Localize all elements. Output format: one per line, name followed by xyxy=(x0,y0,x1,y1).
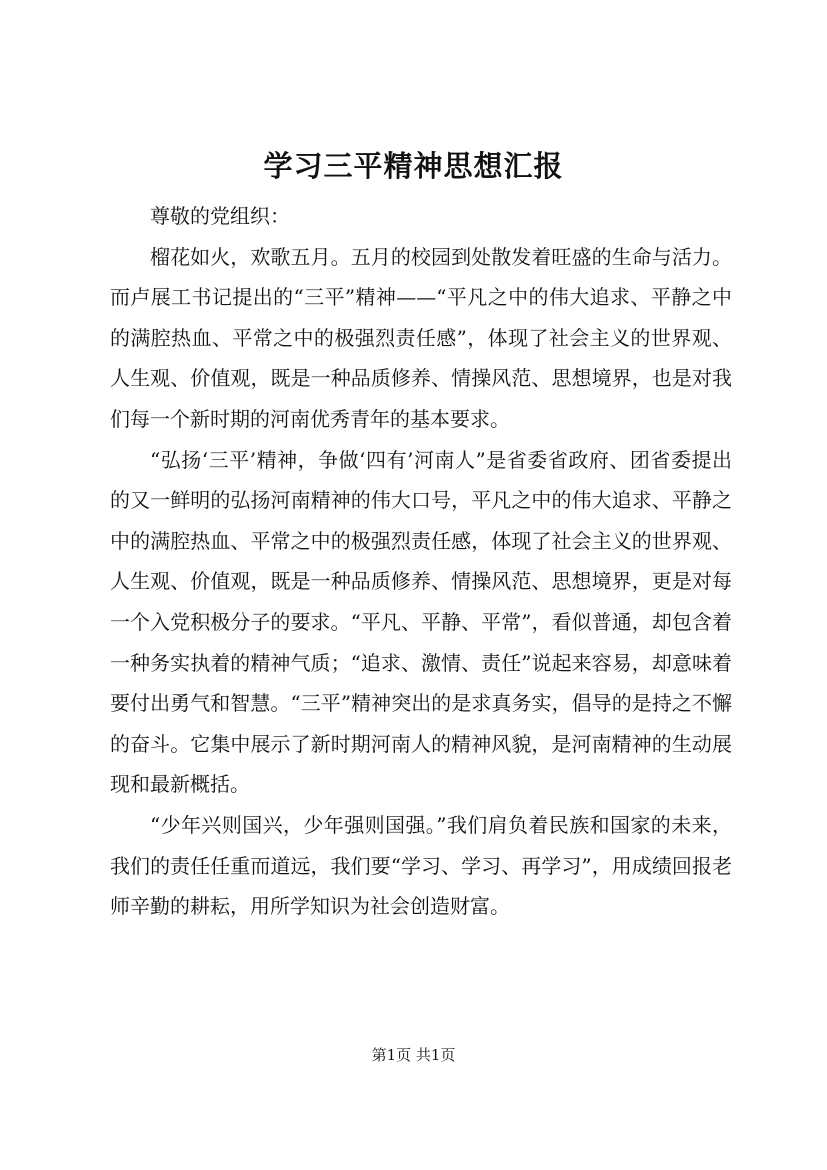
paragraph-1: 榴花如火，欢歌五月。五月的校园到处散发着旺盛的生命与活力。而卢展工书记提出的“三平”精神——“平凡之中的伟大追求、平静之中的满腔热血、平常之中的极强烈责任感”，体现了社会主义的世界观、人生观、价值观，既是一种品质修养、情操风范、思想境界，也是对我们每一个新时期的河南优秀青年的基本要求。 xyxy=(110,244,732,431)
paragraph-2: “弘扬‘三平’精神，争做‘四有’河南人”是省委省政府、团省委提出的又一鲜明的弘扬河南精神的伟大口号，平凡之中的伟大追求、平静之中的满腔热血、平常之中的极强烈责任感，体现了社会主义的世界观、人生观、价值观，既是一种品质修养、情操风范、思想境界，更是对每一个入党积极分子的要求。“平凡、平静、平常”，看似普通，却包含着一种务实执着的精神气质；“追求、激情、责任”说起来容易，却意味着要付出勇气和智慧。“三平”精神突出的是求真务实，倡导的是持之不懈的奋斗。它集中展示了新时期河南人的精神风貌，是河南精神的生动展现和最新概括。 xyxy=(110,447,732,797)
document-body xyxy=(110,196,732,927)
document-title: 学习三平精神思想汇报 xyxy=(263,149,564,183)
salutation: 尊敬的党组织： xyxy=(150,204,290,228)
paragraph-3: “少年兴则国兴，少年强则国强。”我们肩负着民族和国家的未来，我们的责任任重而道远，我们要“学习、学习、再学习”，用成绩回报老师辛勤的耕耘，用所学知识为社会创造财富。 xyxy=(110,812,732,919)
page-footer: 第1页 共1页 xyxy=(371,1046,456,1064)
